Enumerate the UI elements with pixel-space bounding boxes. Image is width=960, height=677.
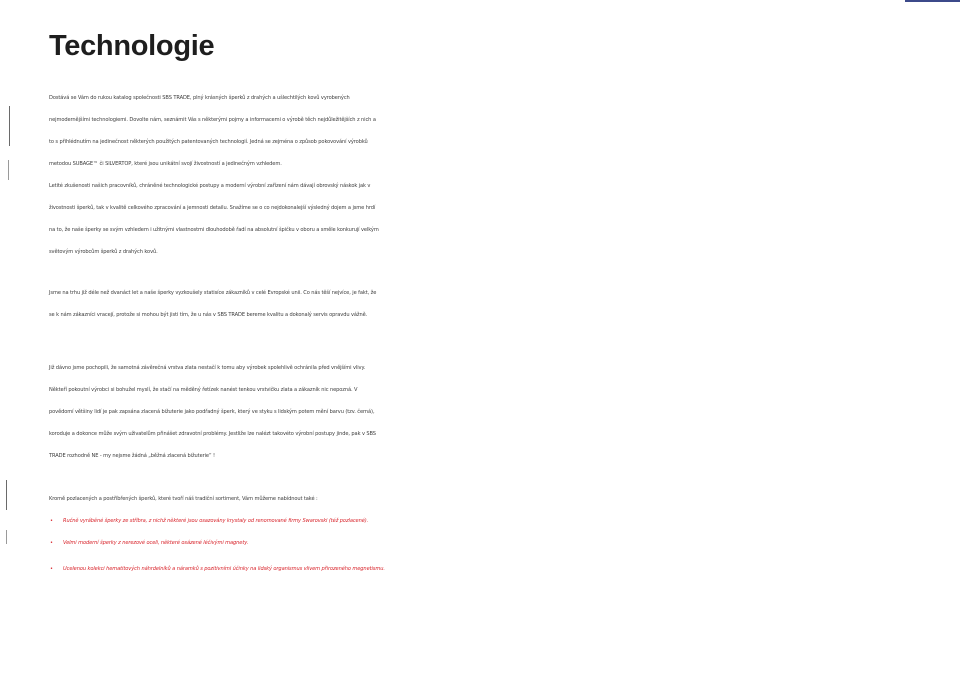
offer-item <box>49 532 929 554</box>
offer-lead: Kromě pozlacených a postříbřených šperků, které tvoří náš tradiční sortiment, Vám můžeme nabídnout také : <box>49 496 318 502</box>
bullet-icon: • <box>50 518 53 524</box>
market-paragraph <box>49 282 929 326</box>
intro-line: Dostává se Vám do rukou katalog společnosti SBS TRADE, plný krásných šperků z drahých a ušlechtilých kovů vyrobených <box>49 95 350 101</box>
scan-mark-1 <box>9 106 10 146</box>
top-edge-mark <box>905 0 960 2</box>
offer-item <box>49 558 929 580</box>
gold-paragraph <box>49 357 929 467</box>
intro-line: živostnosti šperků, tak v kvalitě celkového zpracování a jemnosti detailu. Snažíme se o co nejdokonalejší výsledný dojem a jsme hrdí <box>49 205 376 211</box>
intro-line: metodou SUBAGE™ či SILVERTOP, které jsou unikátní svojí živostností a jedinečným vzhledem. <box>49 161 282 167</box>
offer-item-text: Velmi moderní šperky z nerezové oceli, některé osázené léčivými magnety. <box>63 540 249 546</box>
scan-mark-2 <box>8 160 9 180</box>
gold-line: koroduje a dokonce může svým uživatelům přinášet zdravotní problémy. Jestliže lze nalézt takovéto výrobní postupy jinde, pak v SBS <box>49 431 376 437</box>
gold-line: Někteří pokoutní výrobci si bohužel myslí, že stačí na měděný řetízek nanést tenkou vrstvičku zlata a zákazník nic nepozná. V <box>49 387 358 393</box>
offer-item-text: Ucelenou kolekci hematitových náhrdelníků a náramků s pozitivními účinky na lidský organismus vlivem přirozeného megnetismu. <box>63 566 385 572</box>
bullet-icon: • <box>50 566 53 572</box>
intro-paragraph <box>49 87 929 263</box>
offer-item <box>49 510 929 532</box>
intro-line: na to, že naše šperky se svým vzhledem i užitnými vlastnostmi dlouhodobě řadí na absolutní špičku v oboru a směle konkurují velkým <box>49 227 379 233</box>
gold-line: Již dávno jsme pochopili, že samotná závěrečná vrstva zlata nestačí k tomu aby výrobek spolehlivě ochránila před vnějšími vlivy. <box>49 365 366 371</box>
scan-mark-3 <box>6 480 7 510</box>
offer-item-text: Ručně vyráběné šperky ze stříbra, z nichž některé jsou osazovány krystaly od renomované firmy Swarovski (též pozlacené). <box>63 518 369 524</box>
gold-line: TRADE rozhodně NE - my nejsme žádná „běžná zlacená bižuterie“ ! <box>49 453 215 459</box>
scan-mark-4 <box>6 530 7 544</box>
market-line: se k nám zákazníci vracejí, protože si mohou být jisti tím, že u nás v SBS TRADE bereme kvalitu a dokonalý servis opravdu vážně. <box>49 312 368 318</box>
intro-line: to s přihlédnutím na jedinečnost některých použitých patentovaných technologií. Jedná se zejména o způsob pokovování výrobků <box>49 139 368 145</box>
page-title: Technologie <box>49 30 215 62</box>
offer-list <box>49 510 929 580</box>
bullet-icon: • <box>50 540 53 546</box>
market-line: Jsme na trhu již déle než dvanáct let a naše šperky vyzkoušely statisíce zákazníků v celé Evropské unii. Co nás těší nejvíce, je fakt, že <box>49 290 377 296</box>
intro-line: nejmodernějšími technologiemi. Dovolte nám, seznámit Vás s některými pojmy a informacemi o výrobě těch nejdůležitějších z nich a <box>49 117 376 123</box>
gold-line: povědomí většiny lidí je pak zapsána zlacená bižuterie jako podřadný šperk, který ve styku s lidským potem mění barvu (tzv. černá), <box>49 409 375 415</box>
offer-section <box>49 488 929 580</box>
intro-line: světovým výrobcům šperků z drahých kovů. <box>49 249 158 255</box>
intro-line: Letité zkušenosti našich pracovníků, chráněné technologické postupy a moderní výrobní zařízení nám dávají obrovský náskok jak v <box>49 183 371 189</box>
